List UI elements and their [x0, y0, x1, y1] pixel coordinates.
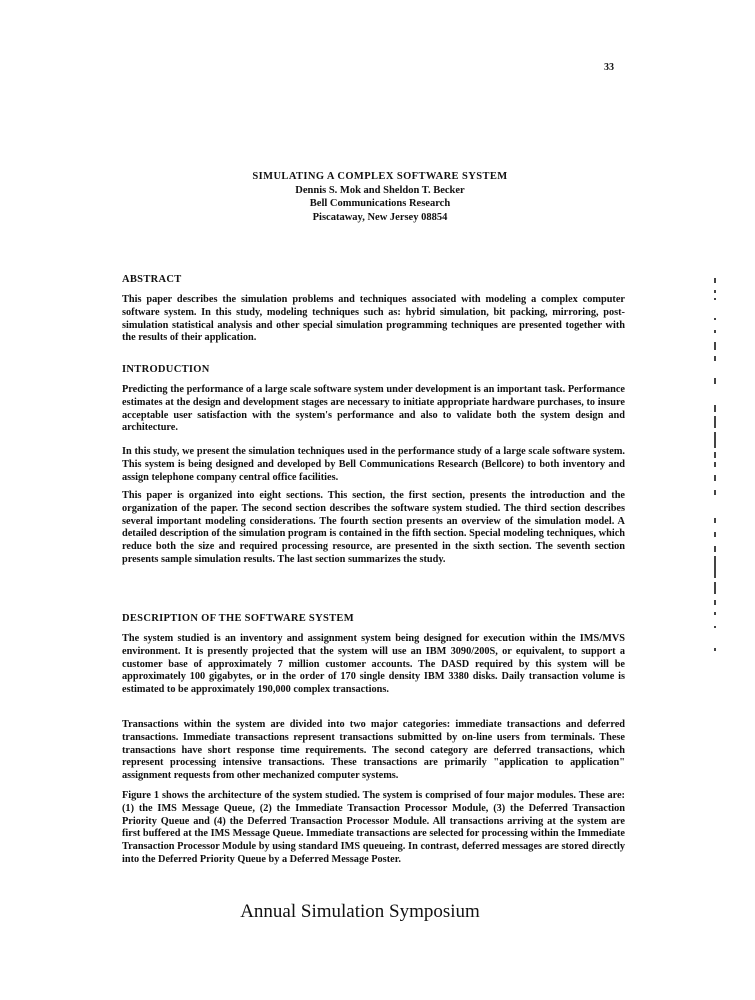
address: Piscataway, New Jersey 08854 — [312, 211, 448, 223]
introduction-paragraph-2: In this study, we present the simulation techniques used in the performance study of a large scale software system. This system is being designed and developed by Bell Communications Research (Bellcore) to both inventory and assign telephone company central office facilities. — [122, 446, 625, 483]
introduction-heading: INTRODUCTION — [122, 364, 210, 375]
title-block — [200, 170, 560, 224]
affiliation: Bell Communications Research — [309, 198, 451, 209]
authors: Dennis S. Mok and Sheldon T. Becker — [295, 184, 465, 196]
page-number: 33 — [604, 62, 614, 73]
paper-title: SIMULATING A COMPLEX SOFTWARE SYSTEM — [252, 171, 508, 182]
conference-footer: Annual Simulation Symposium — [240, 901, 480, 922]
description-paragraph-3: Figure 1 shows the architecture of the system studied. The system is comprised of four major modules. These are: (1) the IMS Message Queue, (2) the Immediate Transaction Processor Module, (3) the Deferred Transaction Priority Queue and (4) the Deferred Transaction Processor Module. All transactions arriving at the system are first buffered at the IMS Message Queue. Immediate transactions are selected for processing within the Immediate Transaction Processor Module by using standard IMS queueing. In contrast, deferred messages are stored directly into the Deferred Priority Queue by a Deferred Message Poster. — [122, 790, 625, 865]
introduction-paragraph-3: This paper is organized into eight sections. This section, the first section, presents the introduction and the organization of the paper. The second section describes the software system studied. The third section describes several important modeling considerations. The fourth section presents an overview of the simulation model. A detailed description of the simulation program is contained in the fifth section. Special modeling techniques, which reduce both the size and required processing resource, are presented in the sixth section. The seventh section presents sample simulation results. The last section summarizes the study. — [122, 490, 625, 565]
introduction-paragraph-1: Predicting the performance of a large scale software system under development is an important task. Performance estimates at the design and development stages are necessary to initiate appropriate hardware purchases, to insure acceptable user satisfaction with the system's performance and also to validate both the system design and architecture. — [122, 384, 625, 434]
description-paragraph-1: The system studied is an inventory and assignment system being designed for execution within the IMS/MVS environment. It is presently projected that the system will use an IBM 3090/200S, or equivalent, to support a customer base of approximately 7 million customer accounts. The DASD required by this system will be approximately 100 gigabytes, or in the order of 170 single density IBM 3380 disks. Daily transaction volume is estimated to be approximately 190,000 complex transactions. — [122, 633, 625, 696]
scan-margin-marks — [714, 270, 716, 660]
description-heading: DESCRIPTION OF THE SOFTWARE SYSTEM — [122, 613, 354, 624]
abstract-heading: ABSTRACT — [122, 274, 182, 285]
abstract-paragraph: This paper describes the simulation problems and techniques associated with modeling a complex computer software system. In this study, modeling techniques such as: hybrid simulation, bit packing, mirroring, post-simulation statistical analysis and other special simulation programming techniques are presented together with the results of their application. — [122, 294, 625, 344]
description-paragraph-2: Transactions within the system are divided into two major categories: immediate transactions and deferred transactions. Immediate transactions represent transactions submitted by on-line users from terminals. These transactions have short response time requirements. The second category are deferred transactions, which represent processing intensive transactions. These transactions are primarily "application to application" assignment requests from other mechanized computer systems. — [122, 719, 625, 782]
